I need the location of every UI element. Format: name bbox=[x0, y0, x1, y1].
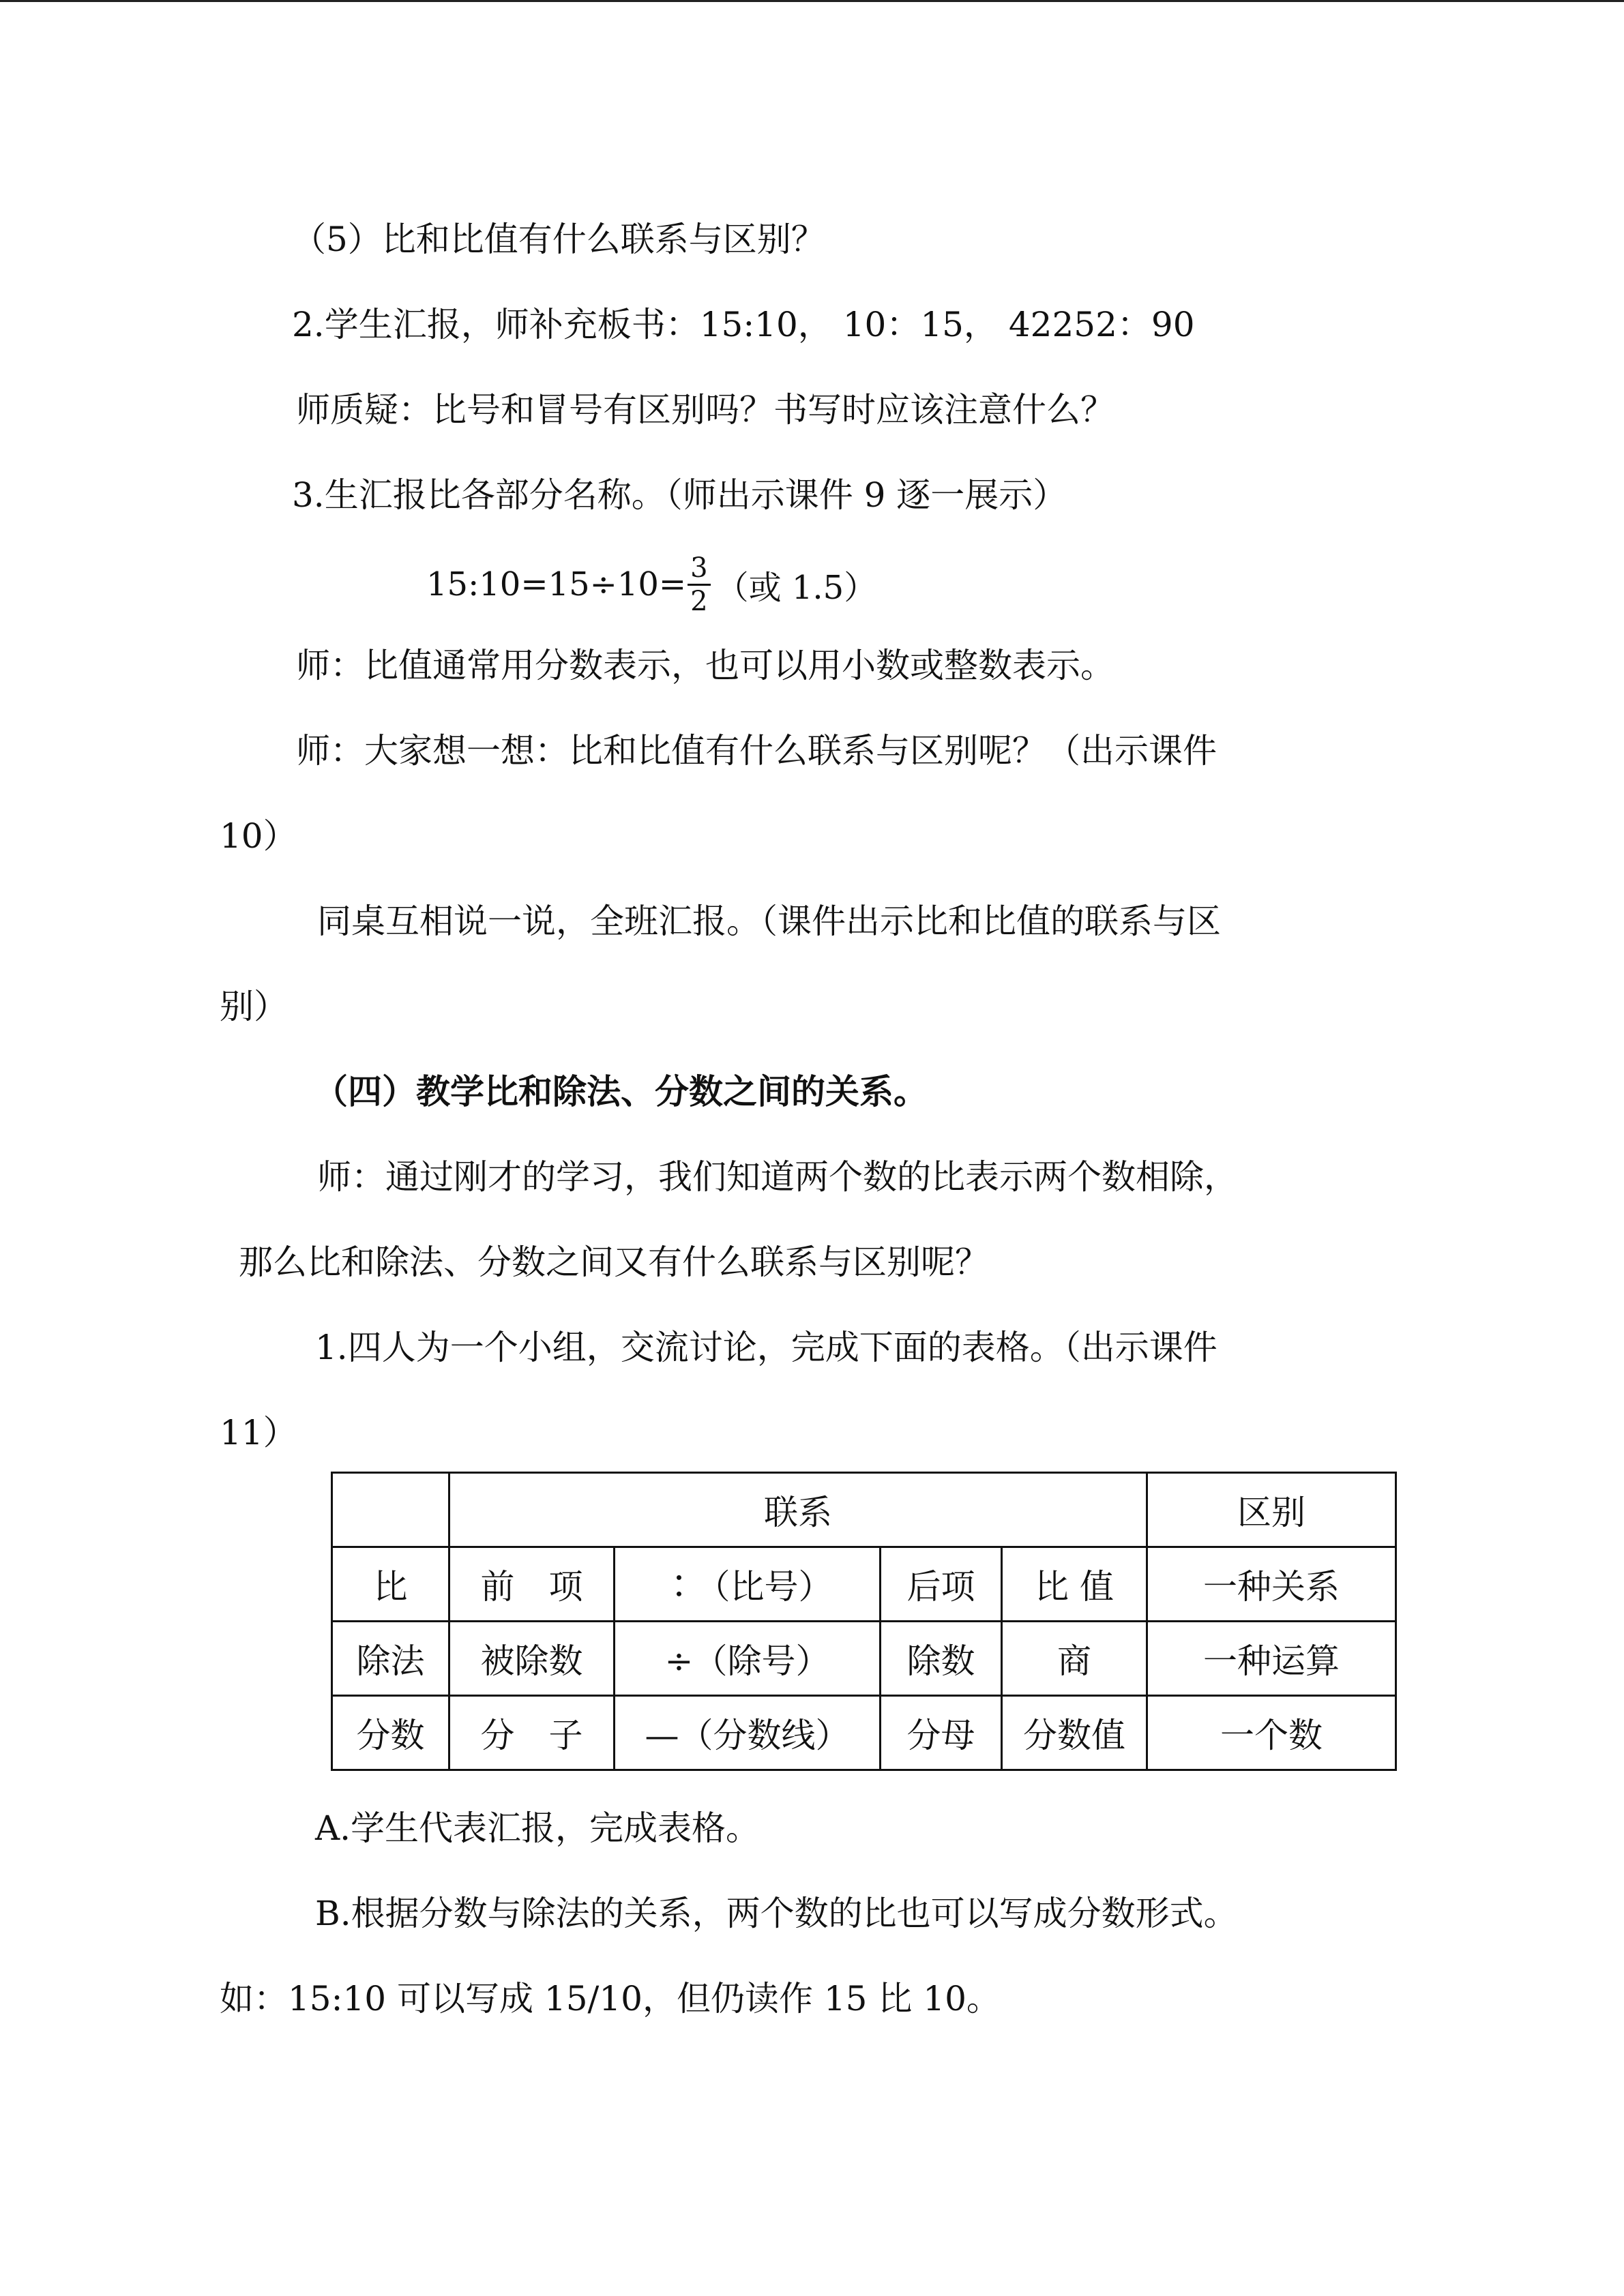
group-task-line-1: 1.四人为一个小组，交流讨论，完成下面的表格。（出示课件 bbox=[315, 1328, 1217, 1367]
fraction-denominator: 2 bbox=[690, 585, 708, 617]
table-header-blank bbox=[332, 1473, 449, 1547]
row-name: 分数 bbox=[332, 1696, 449, 1770]
fraction-numerator: 3 bbox=[688, 552, 710, 586]
row-name: 比 bbox=[332, 1547, 449, 1622]
teacher-intro-line-1: 师：通过刚才的学习，我们知道两个数的比表示两个数相除， bbox=[317, 1157, 1238, 1197]
step-a-line: A.学生代表汇报，完成表格。 bbox=[315, 1808, 761, 1848]
row-name: 除法 bbox=[332, 1622, 449, 1696]
ratio-value-note: 师：比值通常用分数表示，也可以用小数或整数表示。 bbox=[296, 646, 1114, 685]
table-cell: 除数 bbox=[881, 1622, 1002, 1696]
deskmate-line-1: 同桌互相说一说，全班汇报。（课件出示比和比值的联系与区 bbox=[317, 901, 1221, 941]
table-cell: ∶（比号） bbox=[615, 1547, 881, 1622]
student-report-line: 2.学生汇报，师补充板书：15:10， 10：15， 42252：90 bbox=[292, 305, 1195, 344]
section-heading: （四）教学比和除法、分数之间的关系。 bbox=[314, 1071, 928, 1112]
teacher-question-line: 师质疑：比号和冒号有区别吗？书写时应该注意什么？ bbox=[296, 390, 1114, 430]
page-top-border bbox=[0, 0, 1624, 2]
table-cell: 一个数 bbox=[1147, 1696, 1396, 1770]
table-header-qubie: 区别 bbox=[1147, 1473, 1396, 1547]
fraction bbox=[688, 552, 710, 617]
teacher-intro-line-2: 那么比和除法、分数之间又有什么联系与区别呢？ bbox=[239, 1242, 989, 1282]
table-row bbox=[332, 1622, 1396, 1696]
table-row bbox=[332, 1696, 1396, 1770]
table-cell: 一种运算 bbox=[1147, 1622, 1396, 1696]
table-cell: 后项 bbox=[881, 1547, 1002, 1622]
relationship-table bbox=[331, 1472, 1397, 1771]
formula-lhs: 15:10=15÷10= bbox=[426, 565, 687, 603]
example-line: 如：15:10 可以写成 15/10，但仍读作 15 比 10。 bbox=[220, 1979, 1001, 2018]
table-cell: 一种关系 bbox=[1147, 1547, 1396, 1622]
table-cell: 分母 bbox=[881, 1696, 1002, 1770]
teacher-prompt-line-1: 师：大家想一想：比和比值有什么联系与区别呢？（出示课件 bbox=[296, 731, 1217, 771]
table-cell: —（分数线） bbox=[615, 1696, 881, 1770]
table-cell: 分数值 bbox=[1002, 1696, 1147, 1770]
parts-name-line: 3.生汇报比各部分名称。（师出示课件 9 逐一展示） bbox=[292, 475, 1067, 515]
question-5: （5）比和比值有什么联系与区别？ bbox=[292, 220, 825, 259]
table-header-lianxi: 联系 bbox=[449, 1473, 1147, 1547]
step-b-line: B.根据分数与除法的关系，两个数的比也可以写成分数形式。 bbox=[315, 1894, 1238, 1933]
table-row bbox=[332, 1547, 1396, 1622]
deskmate-line-2: 别） bbox=[220, 987, 288, 1026]
group-task-line-2: 11） bbox=[220, 1413, 297, 1452]
ratio-formula bbox=[426, 540, 876, 629]
formula-rhs: （或 1.5） bbox=[715, 568, 877, 607]
table-cell: 前 项 bbox=[449, 1547, 615, 1622]
table-header-row bbox=[332, 1473, 1396, 1547]
table-cell: 被除数 bbox=[449, 1622, 615, 1696]
teacher-prompt-line-2: 10） bbox=[220, 816, 297, 856]
table-cell: ÷（除号） bbox=[615, 1622, 881, 1696]
table-cell: 分 子 bbox=[449, 1696, 615, 1770]
table-cell: 商 bbox=[1002, 1622, 1147, 1696]
table-cell: 比 值 bbox=[1002, 1547, 1147, 1622]
